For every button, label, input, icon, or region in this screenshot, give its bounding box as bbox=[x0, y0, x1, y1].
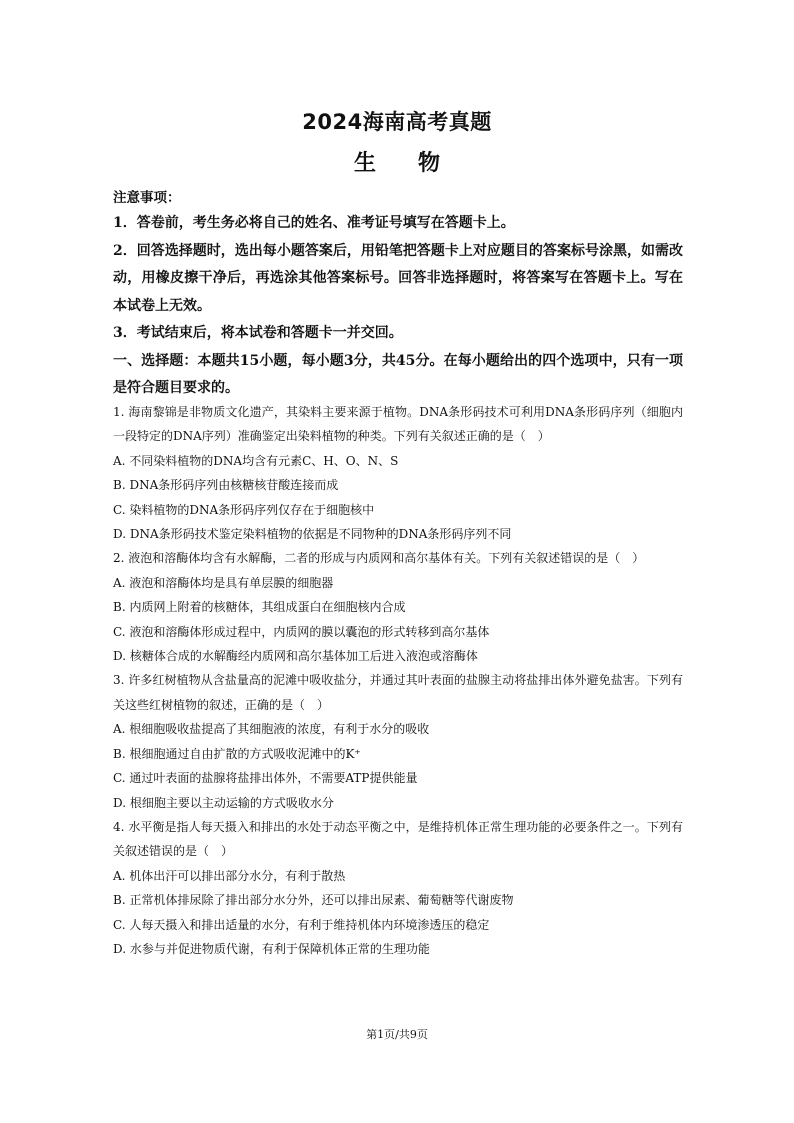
question-option: A. 不同染料植物的DNA均含有元素C、H、O、N、S bbox=[113, 453, 399, 468]
question-option: B. 内质网上附着的核糖体，其组成蛋白在细胞核内合成 bbox=[113, 600, 406, 615]
question-stem: 3. 许多红树植物从含盐量高的泥滩中吸收盐分，并通过其叶表面的盐腺主动将盐排出体外避免盐害。下列有关这些红树植物的叙述，正确的是（ ） bbox=[113, 673, 683, 712]
question-option: A. 根细胞吸收盐提高了其细胞液的浓度，有利于水分的吸收 bbox=[113, 722, 430, 737]
question-option: B. 根细胞通过自由扩散的方式吸收泥滩中的K⁺ bbox=[113, 746, 361, 761]
question-option: D. DNA条形码技术鉴定染料植物的依据是不同物种的DNA条形码序列不同 bbox=[113, 527, 512, 542]
question-option: C. 通过叶表面的盐腺将盐排出体外，不需要ATP提供能量 bbox=[113, 771, 418, 786]
subject-title: 生物 bbox=[353, 151, 482, 176]
question-option: A. 机体出汗可以排出部分水分，有利于散热 bbox=[113, 868, 346, 883]
notes-block bbox=[113, 186, 683, 402]
question-1 bbox=[113, 400, 683, 546]
section-heading: 一、选择题：本题共15小题，每小题3分，共45分。在每小题给出的四个选项中，只有一项是符合题目要求的。 bbox=[113, 352, 683, 396]
question-4 bbox=[113, 815, 683, 961]
question-2 bbox=[113, 546, 683, 668]
question-option: D. 水参与并促进物质代谢，有利于保障机体正常的生理功能 bbox=[113, 941, 430, 956]
notes-heading: 注意事项： bbox=[113, 190, 181, 206]
question-stem: 2. 液泡和溶酶体均含有水解酶，二者的形成与内质网和高尔基体有关。下列有关叙述错误的是（ ） bbox=[113, 551, 645, 566]
questions-block bbox=[113, 400, 683, 961]
note-item: 1．答卷前，考生务必将自己的姓名、准考证号填写在答题卡上。 bbox=[113, 215, 515, 231]
question-option: C. 液泡和溶酶体形成过程中，内质网的膜以囊泡的形式转移到高尔基体 bbox=[113, 624, 490, 639]
page-number: 第1页/共9页 bbox=[366, 1028, 428, 1041]
question-option: B. 正常机体排尿除了排出部分水分外，还可以排出尿素、葡萄糖等代谢废物 bbox=[113, 893, 514, 908]
question-option: D. 根细胞主要以主动运输的方式吸收水分 bbox=[113, 795, 334, 810]
question-option: C. 染料植物的DNA条形码序列仅存在于细胞核中 bbox=[113, 502, 375, 517]
question-option: B. DNA条形码序列由核糖核苷酸连接而成 bbox=[113, 478, 339, 493]
question-stem: 4. 水平衡是指人每天摄入和排出的水处于动态平衡之中，是维持机体正常生理功能的必要条件之一。下列有关叙述错误的是（ ） bbox=[113, 819, 683, 859]
note-item: 2．回答选择题时，选出每小题答案后，用铅笔把答题卡上对应题目的答案标号涂黑，如需改动，用橡皮擦干净后，再选涂其他答案标号。回答非选择题时，将答案写在答题卡上。写在本试卷上无效。 bbox=[113, 242, 683, 314]
note-item: 3．考试结束后，将本试卷和答题卡一并交回。 bbox=[113, 325, 403, 341]
question-option: D. 核糖体合成的水解酶经内质网和高尔基体加工后进入液泡或溶酶体 bbox=[113, 649, 478, 664]
question-option: A. 液泡和溶酶体均是具有单层膜的细胞器 bbox=[113, 575, 334, 590]
question-stem: 1. 海南黎锦是非物质文化遗产，其染料主要来源于植物。DNA条形码技术可利用DNA条形码序列（细胞内一段特定的DNA序列）准确鉴定出染料植物的种类。下列有关叙述正确的是（ ） bbox=[113, 405, 683, 444]
page-title: 2024海南高考真题 bbox=[302, 110, 492, 134]
question-3 bbox=[113, 668, 683, 814]
question-option: C. 人每天摄入和排出适量的水分，有利于维持机体内环境渗透压的稳定 bbox=[113, 917, 490, 932]
